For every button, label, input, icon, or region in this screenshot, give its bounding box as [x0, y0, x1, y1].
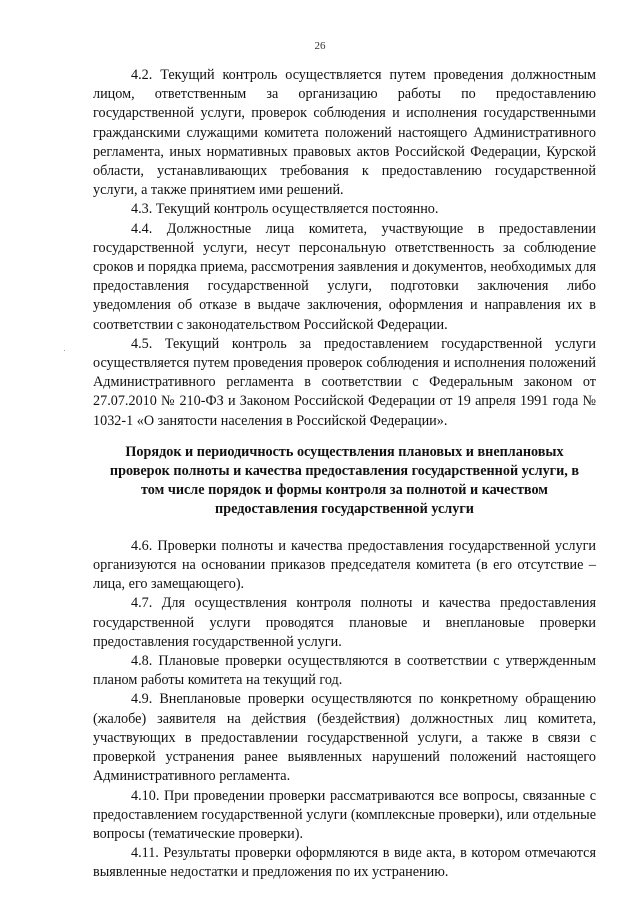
paragraph-4-8: 4.8. Плановые проверки осуществляются в соответствии с утвержденным планом работы комитета на текущий год. — [93, 653, 596, 689]
paragraph-4-5: 4.5. Текущий контроль за предоставлением государственной услуги осуществляется путем проведения проверок соблюдения и исполнения положений Административного регламента в соответствии с Федеральным законом от 27.07.2010 № 210-ФЗ и Законом Российской Федерации от 19 апреля 1991 года № 1032-1 «О занятости населения в Российской Федерации». — [93, 335, 596, 429]
paragraph-4-11: 4.11. Результаты проверки оформляются в виде акта, в котором отмечаются выявленные недостатки и предложения по их устранению. — [93, 845, 596, 881]
paragraph-4-2: 4.2. Текущий контроль осуществляется путем проведения должностным лицом, ответственным за организацию работы по предоставлению государственной услуги, проверок соблюдения и исполнения государственными гражданскими служащими комитета положений настоящего Административного регламента, иных нормативных правовых актов Российской Федерации, Курской области, устанавливающих требования к предоставлению государственной услуги, а также принятием ими решений. — [93, 67, 596, 199]
paragraph-4-7: 4.7. Для осуществления контроля полноты и качества предоставления государственной услуги проводятся плановые и внеплановые проверки предоставления государственной услуги. — [93, 595, 596, 650]
page-number: 26 — [314, 40, 326, 52]
paragraph-4-3: 4.3. Текущий контроль осуществляется постоянно. — [131, 201, 439, 218]
paragraph-4-10: 4.10. При проведении проверки рассматриваются все вопросы, связанные с предоставлением государственной услуги (комплексные проверки), или отдельные вопросы (тематические проверки). — [93, 787, 596, 842]
paragraph-4-9: 4.9. Внеплановые проверки осуществляются по конкретному обращению (жалобе) заявителя на действия (бездействия) должностных лиц комитета, участвующих в предоставлении государственной услуги, а также в связи с проверкой устранения ранее выявленных нарушений положений настоящего Административного регламента. — [93, 691, 596, 785]
paragraph-4-6: 4.6. Проверки полноты и качества предоставления государственной услуги организуются на основании приказов председателя комитета (в его отсутствие – лица, его замещающего). — [93, 537, 596, 593]
margin-mark — [64, 350, 65, 351]
section-heading: Порядок и периодичность осуществления плановых и внеплановых проверок полноты и качества предоставления государственной услуги, в том числе порядок и формы контроля за полнотой и качеством предоставления государственной услуги — [109, 443, 580, 517]
document-body — [93, 66, 596, 883]
paragraph-4-4: 4.4. Должностные лица комитета, участвующие в предоставлении государственной услуги, несут персональную ответственность за соблюдение сроков и порядка приема, рассмотрения заявления и документов, необходимых для предоставления государственной услуги, подготовки заключения либо уведомления об отказе в выдаче заключения, оформления и направления их в соответствии с законодательством Российской Федерации. — [93, 220, 596, 333]
